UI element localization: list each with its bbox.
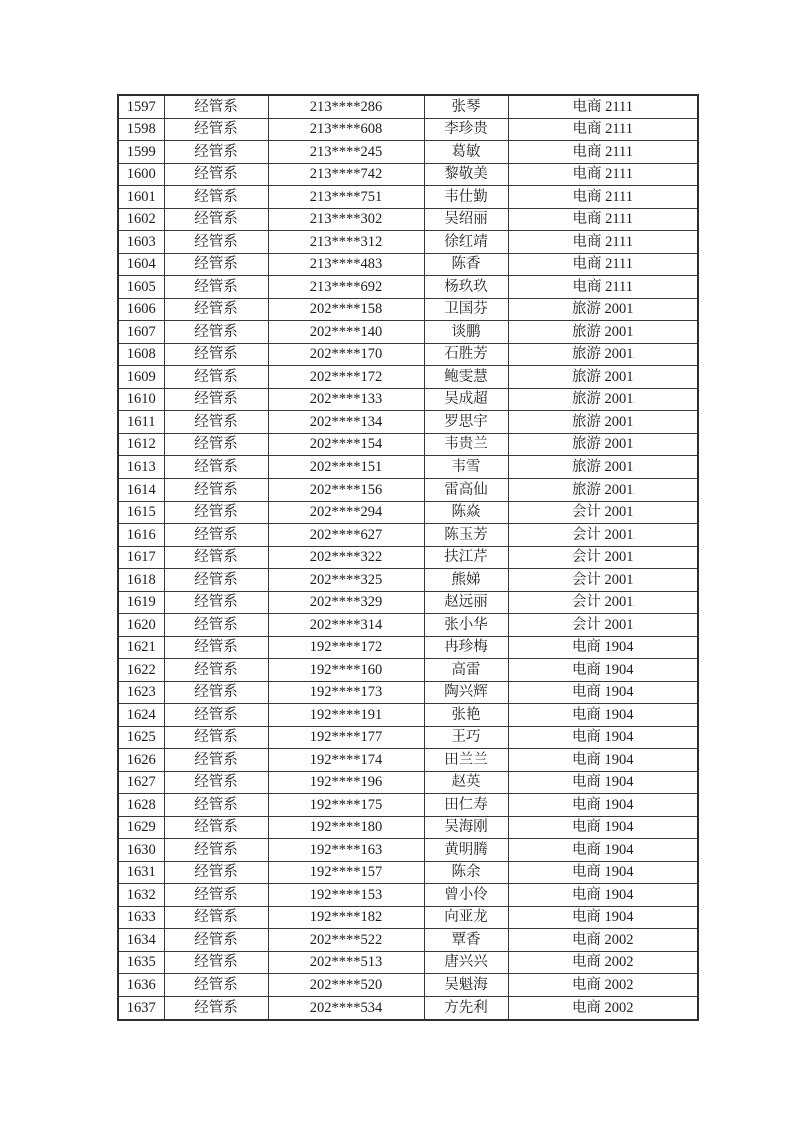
- table-cell: 经管系: [164, 343, 268, 366]
- student-roster-table: [117, 94, 699, 1021]
- table-row: [118, 456, 698, 479]
- table-cell: 202****154: [268, 433, 424, 456]
- table-cell: 1635: [118, 951, 164, 974]
- table-cell: 经管系: [164, 95, 268, 118]
- table-cell: 会计 2001: [508, 614, 698, 637]
- table-cell: 经管系: [164, 726, 268, 749]
- table-cell: 经管系: [164, 118, 268, 141]
- table-row: [118, 524, 698, 547]
- table-cell: 经管系: [164, 569, 268, 592]
- table-row: [118, 794, 698, 817]
- table-row: [118, 749, 698, 772]
- table-cell: 213****692: [268, 276, 424, 299]
- table-cell: 202****170: [268, 343, 424, 366]
- table-cell: 经管系: [164, 479, 268, 502]
- table-cell: 202****172: [268, 366, 424, 389]
- table-cell: 杨玖玖: [424, 276, 508, 299]
- table-cell: 电商 1904: [508, 749, 698, 772]
- table-row: [118, 816, 698, 839]
- table-cell: 电商 1904: [508, 839, 698, 862]
- table-cell: 1637: [118, 996, 164, 1020]
- table-cell: 1600: [118, 163, 164, 186]
- table-row: [118, 95, 698, 118]
- table-cell: 黄明腾: [424, 839, 508, 862]
- table-cell: 1618: [118, 569, 164, 592]
- table-cell: 1611: [118, 411, 164, 434]
- table-cell: 192****163: [268, 839, 424, 862]
- table-cell: 经管系: [164, 951, 268, 974]
- table-cell: 电商 2111: [508, 253, 698, 276]
- table-cell: 电商 2002: [508, 996, 698, 1020]
- table-cell: 旅游 2001: [508, 343, 698, 366]
- table-cell: 经管系: [164, 839, 268, 862]
- table-cell: 经管系: [164, 253, 268, 276]
- table-row: [118, 276, 698, 299]
- table-cell: 1632: [118, 884, 164, 907]
- table-row: [118, 726, 698, 749]
- table-cell: 1627: [118, 771, 164, 794]
- table-cell: 202****322: [268, 546, 424, 569]
- table-cell: 电商 2111: [508, 95, 698, 118]
- table-cell: 经管系: [164, 591, 268, 614]
- table-cell: 会计 2001: [508, 524, 698, 547]
- table-cell: 经管系: [164, 884, 268, 907]
- table-cell: 扶江芹: [424, 546, 508, 569]
- table-cell: 经管系: [164, 321, 268, 344]
- table-cell: 1625: [118, 726, 164, 749]
- table-cell: 经管系: [164, 388, 268, 411]
- table-cell: 202****329: [268, 591, 424, 614]
- table-cell: 旅游 2001: [508, 411, 698, 434]
- table-cell: 1614: [118, 479, 164, 502]
- table-cell: 202****520: [268, 974, 424, 997]
- table-cell: 会计 2001: [508, 569, 698, 592]
- table-row: [118, 186, 698, 209]
- table-cell: 202****140: [268, 321, 424, 344]
- table-cell: 电商 1904: [508, 794, 698, 817]
- table-cell: 吴魁海: [424, 974, 508, 997]
- table-row: [118, 681, 698, 704]
- table-cell: 213****483: [268, 253, 424, 276]
- table-cell: 陈余: [424, 861, 508, 884]
- table-cell: 电商 1904: [508, 726, 698, 749]
- table-row: [118, 366, 698, 389]
- table-cell: 经管系: [164, 771, 268, 794]
- table-cell: 213****245: [268, 141, 424, 164]
- table-cell: 经管系: [164, 704, 268, 727]
- table-cell: 旅游 2001: [508, 298, 698, 321]
- table-cell: 192****196: [268, 771, 424, 794]
- table-cell: 1623: [118, 681, 164, 704]
- table-cell: 韦贵兰: [424, 433, 508, 456]
- table-cell: 电商 2002: [508, 974, 698, 997]
- table-cell: 1607: [118, 321, 164, 344]
- table-cell: 电商 2111: [508, 231, 698, 254]
- table-cell: 1628: [118, 794, 164, 817]
- table-cell: 1605: [118, 276, 164, 299]
- table-row: [118, 546, 698, 569]
- table-cell: 赵远丽: [424, 591, 508, 614]
- table-cell: 电商 2111: [508, 118, 698, 141]
- table-cell: 192****160: [268, 659, 424, 682]
- table-cell: 向亚龙: [424, 906, 508, 929]
- table-cell: 旅游 2001: [508, 433, 698, 456]
- table-cell: 罗思宇: [424, 411, 508, 434]
- table-cell: 熊娣: [424, 569, 508, 592]
- table-row: [118, 659, 698, 682]
- table-cell: 徐红靖: [424, 231, 508, 254]
- table-cell: 经管系: [164, 456, 268, 479]
- table-cell: 1601: [118, 186, 164, 209]
- table-row: [118, 208, 698, 231]
- table-cell: 经管系: [164, 906, 268, 929]
- table-cell: 213****742: [268, 163, 424, 186]
- table-cell: 1634: [118, 929, 164, 952]
- table-row: [118, 884, 698, 907]
- table-cell: 石胜芳: [424, 343, 508, 366]
- table-row: [118, 951, 698, 974]
- table-cell: 经管系: [164, 501, 268, 524]
- table-cell: 202****134: [268, 411, 424, 434]
- table-cell: 会计 2001: [508, 501, 698, 524]
- table-cell: 202****133: [268, 388, 424, 411]
- table-row: [118, 163, 698, 186]
- table-cell: 1598: [118, 118, 164, 141]
- table-cell: 经管系: [164, 298, 268, 321]
- table-cell: 202****156: [268, 479, 424, 502]
- table-cell: 吴成超: [424, 388, 508, 411]
- table-cell: 213****751: [268, 186, 424, 209]
- table-cell: 电商 2002: [508, 951, 698, 974]
- table-row: [118, 771, 698, 794]
- table-row: [118, 231, 698, 254]
- table-cell: 曾小伶: [424, 884, 508, 907]
- table-cell: 谈鹏: [424, 321, 508, 344]
- table-cell: 经管系: [164, 366, 268, 389]
- table-cell: 电商 1904: [508, 636, 698, 659]
- table-cell: 1624: [118, 704, 164, 727]
- table-cell: 经管系: [164, 996, 268, 1020]
- table-cell: 电商 1904: [508, 704, 698, 727]
- table-row: [118, 591, 698, 614]
- table-cell: 旅游 2001: [508, 388, 698, 411]
- table-row: [118, 906, 698, 929]
- table-cell: 吴海刚: [424, 816, 508, 839]
- table-cell: 王巧: [424, 726, 508, 749]
- table-cell: 韦雪: [424, 456, 508, 479]
- table-cell: 192****191: [268, 704, 424, 727]
- table-cell: 唐兴兴: [424, 951, 508, 974]
- table-cell: 202****627: [268, 524, 424, 547]
- table-cell: 经管系: [164, 749, 268, 772]
- table-cell: 202****325: [268, 569, 424, 592]
- table-cell: 旅游 2001: [508, 456, 698, 479]
- table-cell: 经管系: [164, 974, 268, 997]
- table-cell: 陶兴辉: [424, 681, 508, 704]
- table-cell: 经管系: [164, 794, 268, 817]
- table-cell: 1622: [118, 659, 164, 682]
- table-cell: 经管系: [164, 411, 268, 434]
- table-cell: 经管系: [164, 861, 268, 884]
- table-cell: 192****177: [268, 726, 424, 749]
- table-cell: 经管系: [164, 141, 268, 164]
- table-row: [118, 996, 698, 1020]
- table-cell: 田兰兰: [424, 749, 508, 772]
- table-cell: 电商 2111: [508, 208, 698, 231]
- table-row: [118, 479, 698, 502]
- table-cell: 电商 2111: [508, 186, 698, 209]
- table-cell: 202****151: [268, 456, 424, 479]
- table-cell: 旅游 2001: [508, 321, 698, 344]
- table-cell: 经管系: [164, 186, 268, 209]
- table-cell: 192****180: [268, 816, 424, 839]
- table-row: [118, 704, 698, 727]
- table-cell: 202****314: [268, 614, 424, 637]
- table-cell: 赵英: [424, 771, 508, 794]
- table-cell: 经管系: [164, 659, 268, 682]
- table-cell: 1633: [118, 906, 164, 929]
- table-cell: 经管系: [164, 433, 268, 456]
- table-cell: 电商 2111: [508, 276, 698, 299]
- table-cell: 1608: [118, 343, 164, 366]
- table-row: [118, 298, 698, 321]
- table-cell: 1617: [118, 546, 164, 569]
- table-cell: 1636: [118, 974, 164, 997]
- table-cell: 方先利: [424, 996, 508, 1020]
- table-cell: 电商 1904: [508, 681, 698, 704]
- table-row: [118, 501, 698, 524]
- table-row: [118, 569, 698, 592]
- table-cell: 1616: [118, 524, 164, 547]
- table-cell: 张艳: [424, 704, 508, 727]
- table-cell: 1626: [118, 749, 164, 772]
- table-cell: 陈玉芳: [424, 524, 508, 547]
- table-cell: 经管系: [164, 929, 268, 952]
- table-cell: 韦仕勤: [424, 186, 508, 209]
- table-cell: 1615: [118, 501, 164, 524]
- table-cell: 192****157: [268, 861, 424, 884]
- table-cell: 会计 2001: [508, 591, 698, 614]
- table-row: [118, 321, 698, 344]
- table-cell: 经管系: [164, 614, 268, 637]
- table-cell: 1620: [118, 614, 164, 637]
- table-row: [118, 118, 698, 141]
- table-cell: 高雷: [424, 659, 508, 682]
- table-row: [118, 974, 698, 997]
- table-cell: 192****153: [268, 884, 424, 907]
- table-cell: 202****522: [268, 929, 424, 952]
- table-row: [118, 343, 698, 366]
- table-cell: 213****608: [268, 118, 424, 141]
- table-cell: 电商 1904: [508, 659, 698, 682]
- table-cell: 陈焱: [424, 501, 508, 524]
- table-cell: 电商 1904: [508, 771, 698, 794]
- table-cell: 旅游 2001: [508, 479, 698, 502]
- table-cell: 陈香: [424, 253, 508, 276]
- table-cell: 张琴: [424, 95, 508, 118]
- table-cell: 202****158: [268, 298, 424, 321]
- table-cell: 电商 1904: [508, 884, 698, 907]
- table-row: [118, 861, 698, 884]
- table-cell: 202****534: [268, 996, 424, 1020]
- table-cell: 电商 2002: [508, 929, 698, 952]
- table-cell: 葛敏: [424, 141, 508, 164]
- table-cell: 192****174: [268, 749, 424, 772]
- table-row: [118, 433, 698, 456]
- table-cell: 李珍贵: [424, 118, 508, 141]
- table-cell: 192****173: [268, 681, 424, 704]
- table-cell: 192****175: [268, 794, 424, 817]
- table-cell: 张小华: [424, 614, 508, 637]
- table-cell: 202****513: [268, 951, 424, 974]
- table-cell: 1603: [118, 231, 164, 254]
- table-cell: 吴绍丽: [424, 208, 508, 231]
- table-cell: 会计 2001: [508, 546, 698, 569]
- table-cell: 1629: [118, 816, 164, 839]
- table-row: [118, 388, 698, 411]
- table-cell: 1599: [118, 141, 164, 164]
- table-cell: 1619: [118, 591, 164, 614]
- table-cell: 1613: [118, 456, 164, 479]
- table-cell: 经管系: [164, 816, 268, 839]
- table-cell: 经管系: [164, 524, 268, 547]
- table-cell: 192****182: [268, 906, 424, 929]
- table-cell: 213****286: [268, 95, 424, 118]
- table-cell: 192****172: [268, 636, 424, 659]
- table-cell: 旅游 2001: [508, 366, 698, 389]
- table-cell: 黎敬美: [424, 163, 508, 186]
- table-cell: 经管系: [164, 163, 268, 186]
- table-row: [118, 636, 698, 659]
- student-table-body: [118, 95, 698, 1020]
- table-row: [118, 839, 698, 862]
- table-cell: 1604: [118, 253, 164, 276]
- table-cell: 经管系: [164, 208, 268, 231]
- table-cell: 1612: [118, 433, 164, 456]
- table-row: [118, 614, 698, 637]
- table-cell: 1597: [118, 95, 164, 118]
- table-cell: 213****312: [268, 231, 424, 254]
- table-cell: 鲍雯慧: [424, 366, 508, 389]
- table-cell: 经管系: [164, 231, 268, 254]
- table-cell: 1602: [118, 208, 164, 231]
- table-cell: 电商 2111: [508, 141, 698, 164]
- table-cell: 1606: [118, 298, 164, 321]
- table-cell: 电商 1904: [508, 816, 698, 839]
- table-cell: 213****302: [268, 208, 424, 231]
- table-row: [118, 411, 698, 434]
- table-cell: 经管系: [164, 276, 268, 299]
- table-cell: 电商 1904: [508, 906, 698, 929]
- table-cell: 1610: [118, 388, 164, 411]
- table-cell: 1621: [118, 636, 164, 659]
- table-cell: 202****294: [268, 501, 424, 524]
- table-cell: 卫国芬: [424, 298, 508, 321]
- table-cell: 经管系: [164, 681, 268, 704]
- table-cell: 电商 1904: [508, 861, 698, 884]
- table-cell: 覃香: [424, 929, 508, 952]
- table-row: [118, 141, 698, 164]
- table-cell: 田仁寿: [424, 794, 508, 817]
- table-cell: 1631: [118, 861, 164, 884]
- table-row: [118, 929, 698, 952]
- table-row: [118, 253, 698, 276]
- table-cell: 经管系: [164, 546, 268, 569]
- table-cell: 1609: [118, 366, 164, 389]
- table-cell: 雷高仙: [424, 479, 508, 502]
- table-cell: 电商 2111: [508, 163, 698, 186]
- table-cell: 冉珍梅: [424, 636, 508, 659]
- table-cell: 经管系: [164, 636, 268, 659]
- table-cell: 1630: [118, 839, 164, 862]
